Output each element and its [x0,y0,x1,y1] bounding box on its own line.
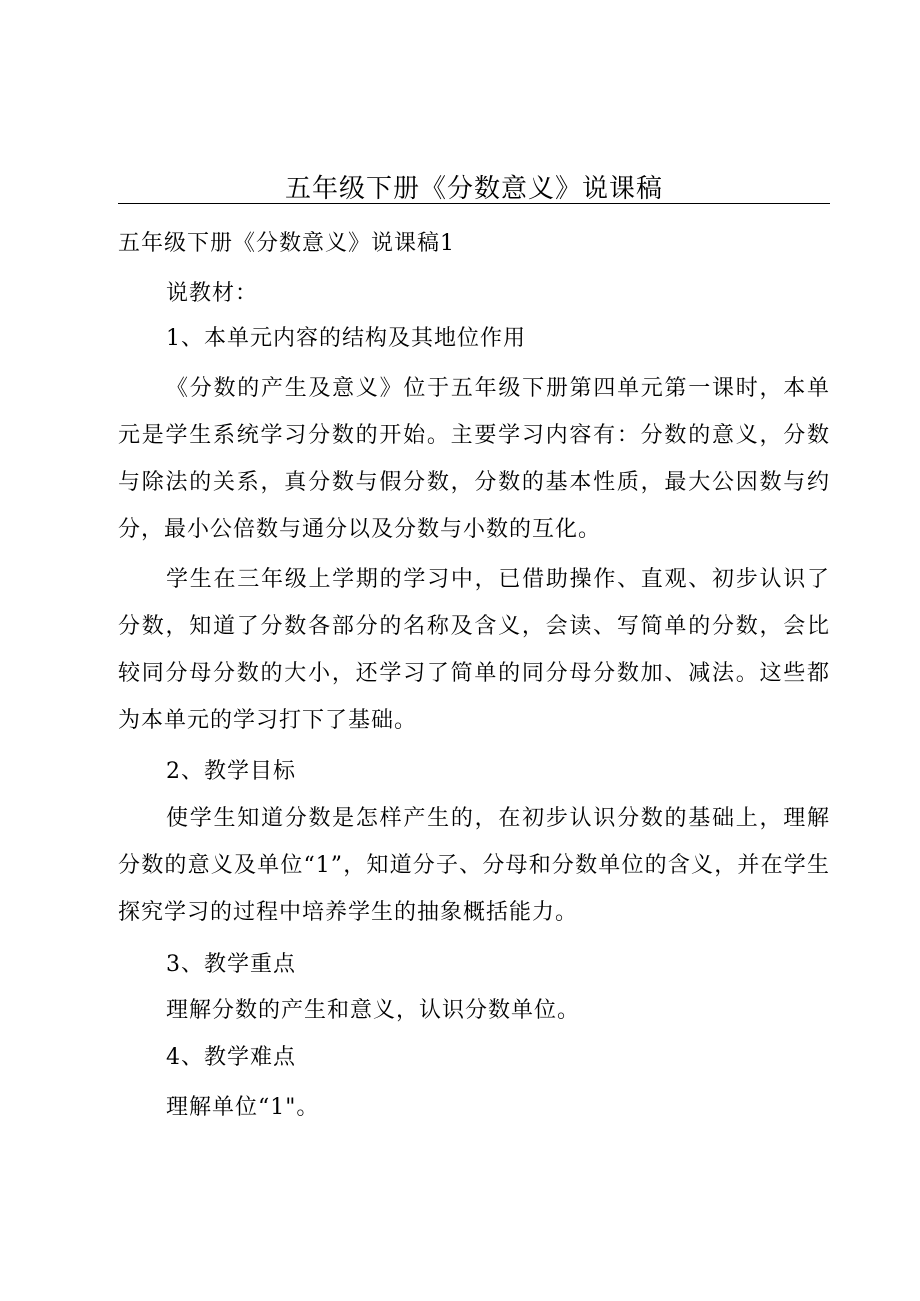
section-3-heading: 3、教学重点 [166,952,296,977]
section-1-heading: 1、本单元内容的结构及其地位作用 [166,326,526,351]
section-4-paragraph: 理解单位“1"。 [166,1095,320,1120]
title-divider [118,203,830,204]
section-intro: 说教材： [166,281,259,306]
section-2-heading: 2、教学目标 [166,759,296,784]
section-4-heading: 4、教学难点 [166,1045,296,1070]
page-title: 五年级下册《分数意义》说课稿 [284,174,663,204]
document-subtitle: 五年级下册《分数意义》说课稿1 [118,231,455,256]
section-3-paragraph: 理解分数的产生和意义，认识分数单位。 [166,998,581,1023]
section-2-paragraph: 使学生知道分数是怎样产生的，在初步认识分数的基础上，理解分数的意义及单位“1”，知道分子、分母和分数单位的含义，并在学生探究学习的过程中培养学生的抽象概括能力。 [118,806,830,925]
section-1-paragraph-2: 学生在三年级上学期的学习中，已借助操作、直观、初步认识了分数，知道了分数各部分的名称及含义，会读、写简单的分数，会比较同分母分数的大小，还学习了简单的同分母分数加、减法。这些都为本单元的学习打下了基础。 [118,567,830,733]
section-1-paragraph-1: 《分数的产生及意义》位于五年级下册第四单元第一课时，本单元是学生系统学习分数的开始。主要学习内容有：分数的意义，分数与除法的关系，真分数与假分数，分数的基本性质，最大公因数与约分，最小公倍数与通分以及分数与小数的互化。 [118,376,830,542]
